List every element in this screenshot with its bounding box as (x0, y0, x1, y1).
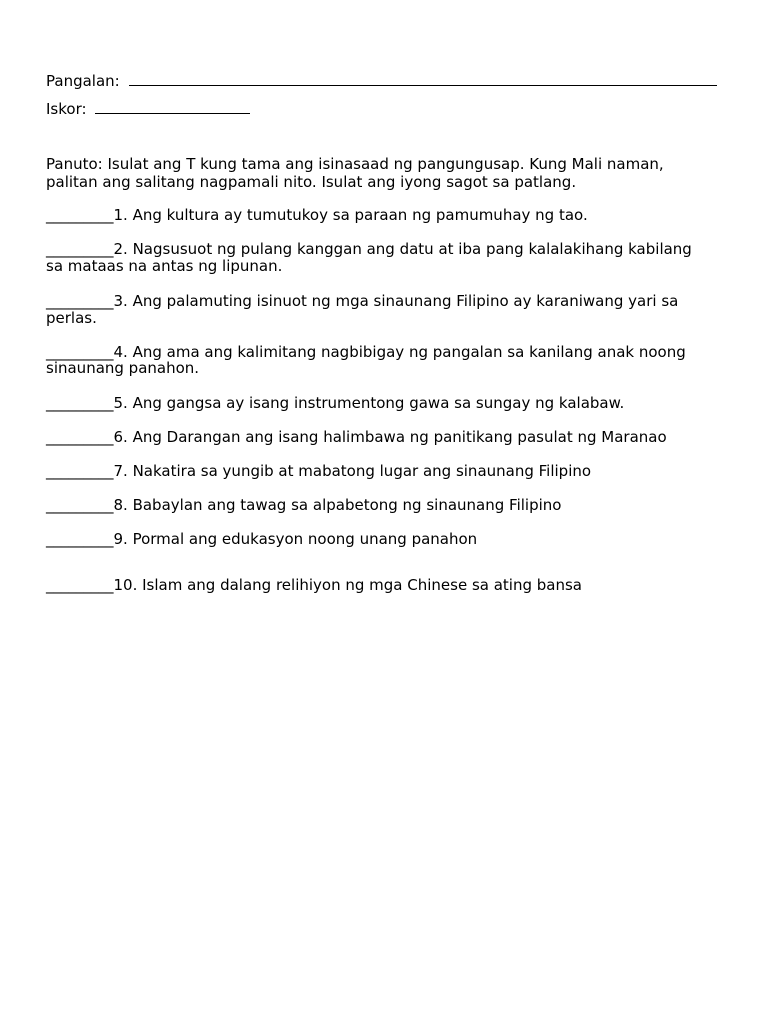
answer-blank[interactable]: _________ (46, 462, 114, 480)
name-blank[interactable] (129, 72, 717, 86)
item-text: 5. Ang gangsa ay isang instrumentong gawa sa sungay ng kalabaw. (113, 394, 625, 412)
list-item (46, 463, 728, 480)
list-item (46, 241, 728, 258)
list-item (46, 577, 728, 594)
score-label: Iskor: (46, 100, 87, 118)
list-item (46, 497, 728, 514)
item-text: 3. Ang palamuting isinuot ng mga sinaunang Filipino ay karaniwang yari sa (113, 292, 679, 310)
list-item (46, 207, 728, 224)
answer-blank[interactable]: _________ (46, 428, 114, 446)
answer-blank[interactable]: _________ (46, 576, 114, 594)
answer-blank[interactable]: _________ (46, 530, 114, 548)
item-text: 6. Ang Darangan ang isang halimbawa ng panitikang pasulat ng Maranao (113, 428, 667, 446)
item-text: 8. Babaylan ang tawag sa alpabetong ng sinaunang Filipino (113, 496, 562, 514)
score-blank[interactable] (95, 100, 250, 114)
name-label: Pangalan: (46, 72, 120, 90)
item-text: 4. Ang ama ang kalimitang nagbibigay ng pangalan sa kanilang anak noong (113, 343, 686, 361)
score-row (46, 100, 728, 118)
item-text-continued: perlas. (46, 309, 97, 327)
instructions-line-2: palitan ang salitang nagpamali nito. Isulat ang iyong sagot sa patlang. (46, 173, 577, 191)
item-text: 10. Islam ang dalang relihiyon ng mga Chinese sa ating bansa (113, 576, 582, 594)
item-text: 9. Pormal ang edukasyon noong unang panahon (113, 530, 478, 548)
item-text: 1. Ang kultura ay tumutukoy sa paraan ng pamumuhay ng tao. (113, 206, 588, 224)
list-item (46, 293, 728, 310)
answer-blank[interactable]: _________ (46, 496, 114, 514)
answer-blank[interactable]: _________ (46, 206, 114, 224)
answer-blank[interactable]: _________ (46, 240, 114, 258)
list-item (46, 395, 728, 412)
item-text-continued: sinaunang panahon. (46, 359, 200, 377)
list-item (46, 531, 728, 548)
list-item (46, 429, 728, 446)
instructions-line-1: Panuto: Isulat ang T kung tama ang isinasaad ng pangungusap. Kung Mali naman, (46, 155, 664, 173)
answer-blank[interactable]: _________ (46, 394, 114, 412)
answer-blank[interactable]: _________ (46, 292, 114, 310)
item-text: 2. Nagsusuot ng pulang kanggan ang datu at iba pang kalalakihang kabilang (113, 240, 692, 258)
item-text: 7. Nakatira sa yungib at mabatong lugar ang sinaunang Filipino (113, 462, 592, 480)
answer-blank[interactable]: _________ (46, 343, 114, 361)
item-text-continued: sa mataas na antas ng lipunan. (46, 257, 283, 275)
name-row (46, 72, 728, 90)
